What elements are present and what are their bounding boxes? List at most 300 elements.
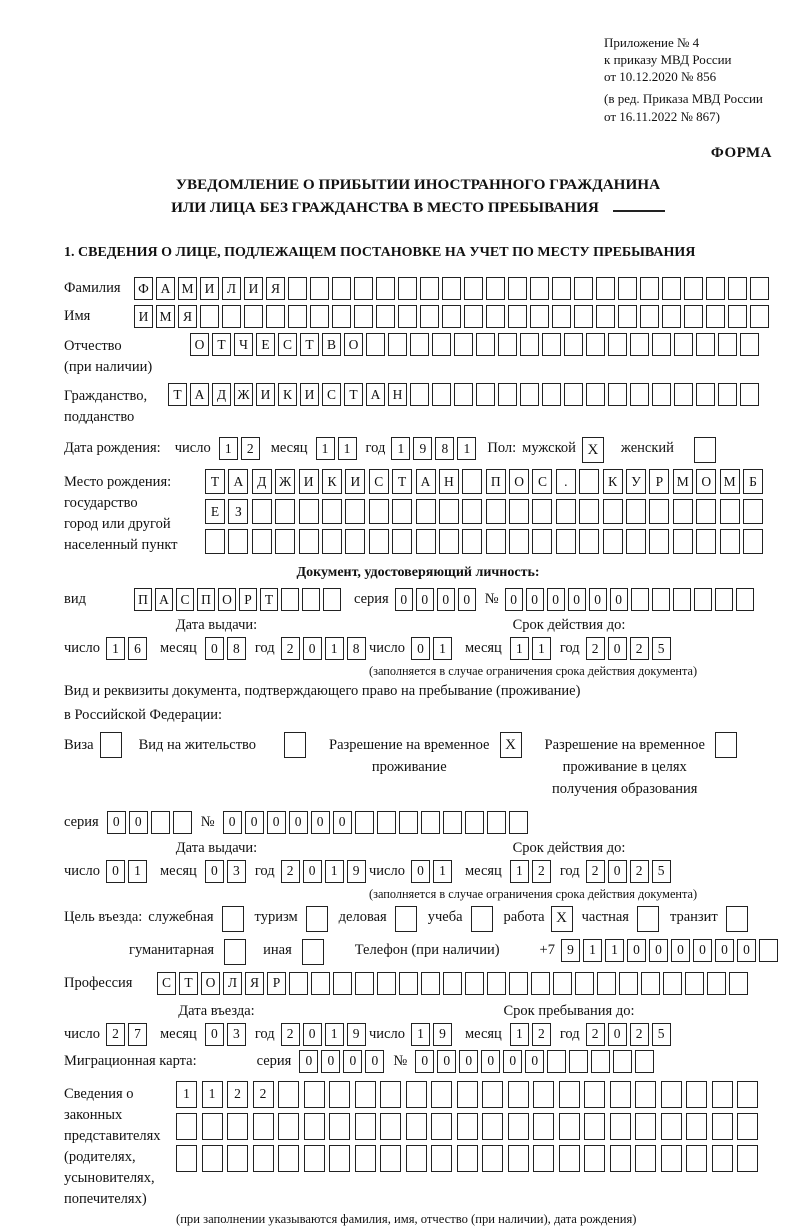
residence-number-cells[interactable] bbox=[223, 811, 531, 834]
birth-day-cells[interactable] bbox=[219, 437, 263, 460]
char-cell[interactable]: С bbox=[532, 469, 552, 494]
sex-male-checkbox[interactable]: X bbox=[582, 437, 604, 463]
char-cell[interactable] bbox=[289, 972, 308, 995]
char-cell[interactable] bbox=[662, 305, 681, 328]
identity-issue-year-cells[interactable] bbox=[281, 637, 369, 660]
char-cell[interactable] bbox=[684, 305, 703, 328]
char-cell[interactable] bbox=[635, 1081, 656, 1108]
char-cell[interactable]: Т bbox=[168, 383, 187, 406]
char-cell[interactable]: О bbox=[218, 588, 236, 611]
char-cell[interactable] bbox=[454, 383, 473, 406]
char-cell[interactable]: Т bbox=[212, 333, 231, 356]
char-cell[interactable] bbox=[591, 1050, 610, 1073]
char-cell[interactable]: А bbox=[190, 383, 209, 406]
char-cell[interactable] bbox=[443, 811, 462, 834]
char-cell[interactable]: 0 bbox=[589, 588, 607, 611]
char-cell[interactable]: Т bbox=[205, 469, 225, 494]
purpose-inaya-checkbox[interactable] bbox=[302, 939, 324, 965]
identity-doc-kind-cells[interactable] bbox=[134, 588, 344, 611]
char-cell[interactable]: Р bbox=[267, 972, 286, 995]
char-cell[interactable]: Е bbox=[205, 499, 225, 524]
char-cell[interactable] bbox=[533, 1081, 554, 1108]
char-cell[interactable] bbox=[482, 1145, 503, 1172]
char-cell[interactable] bbox=[630, 383, 649, 406]
char-cell[interactable] bbox=[508, 277, 527, 300]
sex-female-checkbox[interactable] bbox=[694, 437, 716, 463]
char-cell[interactable]: 8 bbox=[435, 437, 454, 460]
char-cell[interactable]: 1 bbox=[325, 637, 344, 660]
char-cell[interactable]: Н bbox=[439, 469, 459, 494]
char-cell[interactable]: К bbox=[322, 469, 342, 494]
char-cell[interactable] bbox=[603, 499, 623, 524]
residence-issue-year-cells[interactable] bbox=[281, 860, 369, 883]
char-cell[interactable]: 2 bbox=[532, 860, 551, 883]
char-cell[interactable] bbox=[728, 305, 747, 328]
birth-place-cells-row1[interactable] bbox=[205, 469, 766, 494]
char-cell[interactable]: И bbox=[345, 469, 365, 494]
char-cell[interactable]: Я bbox=[178, 305, 197, 328]
char-cell[interactable]: П bbox=[197, 588, 215, 611]
char-cell[interactable] bbox=[663, 972, 682, 995]
char-cell[interactable]: 0 bbox=[303, 860, 322, 883]
char-cell[interactable] bbox=[635, 1113, 656, 1140]
stay-day-cells[interactable] bbox=[411, 1023, 455, 1046]
char-cell[interactable] bbox=[737, 1113, 758, 1140]
char-cell[interactable]: К bbox=[603, 469, 623, 494]
char-cell[interactable]: 0 bbox=[608, 637, 627, 660]
char-cell[interactable] bbox=[288, 277, 307, 300]
char-cell[interactable] bbox=[482, 1081, 503, 1108]
char-cell[interactable] bbox=[332, 277, 351, 300]
char-cell[interactable] bbox=[509, 529, 529, 554]
surname-cells[interactable] bbox=[134, 277, 772, 300]
char-cell[interactable]: 0 bbox=[223, 811, 242, 834]
char-cell[interactable] bbox=[673, 588, 691, 611]
char-cell[interactable] bbox=[355, 1081, 376, 1108]
char-cell[interactable]: У bbox=[626, 469, 646, 494]
char-cell[interactable] bbox=[610, 1145, 631, 1172]
char-cell[interactable] bbox=[603, 529, 623, 554]
char-cell[interactable] bbox=[718, 383, 737, 406]
char-cell[interactable]: 2 bbox=[630, 860, 649, 883]
char-cell[interactable] bbox=[304, 1145, 325, 1172]
entry-year-cells[interactable] bbox=[281, 1023, 369, 1046]
char-cell[interactable]: А bbox=[366, 383, 385, 406]
char-cell[interactable]: 2 bbox=[253, 1081, 274, 1108]
char-cell[interactable]: С bbox=[278, 333, 297, 356]
citizenship-cells[interactable] bbox=[168, 383, 762, 406]
char-cell[interactable]: 9 bbox=[347, 1023, 366, 1046]
char-cell[interactable]: 7 bbox=[128, 1023, 147, 1046]
char-cell[interactable] bbox=[610, 1113, 631, 1140]
char-cell[interactable] bbox=[410, 383, 429, 406]
char-cell[interactable]: 0 bbox=[671, 939, 690, 962]
entry-month-cells[interactable] bbox=[205, 1023, 249, 1046]
char-cell[interactable] bbox=[486, 277, 505, 300]
char-cell[interactable] bbox=[222, 305, 241, 328]
char-cell[interactable] bbox=[712, 1145, 733, 1172]
char-cell[interactable] bbox=[696, 383, 715, 406]
char-cell[interactable]: 1 bbox=[316, 437, 335, 460]
phone-cells[interactable] bbox=[561, 939, 781, 962]
char-cell[interactable]: Я bbox=[266, 277, 285, 300]
char-cell[interactable] bbox=[718, 333, 737, 356]
char-cell[interactable]: 9 bbox=[413, 437, 432, 460]
char-cell[interactable] bbox=[380, 1145, 401, 1172]
representatives-cells-row2[interactable] bbox=[176, 1113, 763, 1140]
residence-valid-year-cells[interactable] bbox=[586, 860, 674, 883]
char-cell[interactable] bbox=[631, 588, 649, 611]
migration-series-cells[interactable] bbox=[299, 1050, 387, 1073]
char-cell[interactable] bbox=[686, 1145, 707, 1172]
char-cell[interactable]: Р bbox=[649, 469, 669, 494]
char-cell[interactable] bbox=[202, 1145, 223, 1172]
residence-issue-month-cells[interactable] bbox=[205, 860, 249, 883]
char-cell[interactable] bbox=[736, 588, 754, 611]
profession-cells[interactable] bbox=[157, 972, 751, 995]
char-cell[interactable] bbox=[228, 529, 248, 554]
char-cell[interactable] bbox=[323, 588, 341, 611]
char-cell[interactable] bbox=[509, 811, 528, 834]
char-cell[interactable]: 8 bbox=[227, 637, 246, 660]
char-cell[interactable] bbox=[553, 972, 572, 995]
char-cell[interactable]: 1 bbox=[338, 437, 357, 460]
migration-number-cells[interactable] bbox=[415, 1050, 657, 1073]
char-cell[interactable] bbox=[579, 529, 599, 554]
char-cell[interactable]: 2 bbox=[281, 637, 300, 660]
char-cell[interactable] bbox=[388, 333, 407, 356]
char-cell[interactable] bbox=[641, 972, 660, 995]
char-cell[interactable]: 0 bbox=[608, 860, 627, 883]
char-cell[interactable]: И bbox=[244, 277, 263, 300]
char-cell[interactable]: Т bbox=[300, 333, 319, 356]
char-cell[interactable] bbox=[275, 529, 295, 554]
char-cell[interactable] bbox=[498, 333, 517, 356]
char-cell[interactable]: 0 bbox=[437, 588, 455, 611]
char-cell[interactable]: 0 bbox=[481, 1050, 500, 1073]
char-cell[interactable] bbox=[720, 499, 740, 524]
char-cell[interactable] bbox=[281, 588, 299, 611]
char-cell[interactable] bbox=[457, 1145, 478, 1172]
char-cell[interactable]: 0 bbox=[608, 1023, 627, 1046]
char-cell[interactable] bbox=[355, 811, 374, 834]
char-cell[interactable] bbox=[626, 529, 646, 554]
char-cell[interactable]: 0 bbox=[505, 588, 523, 611]
char-cell[interactable]: И bbox=[299, 469, 319, 494]
char-cell[interactable] bbox=[355, 1113, 376, 1140]
char-cell[interactable] bbox=[619, 972, 638, 995]
char-cell[interactable]: 1 bbox=[510, 637, 529, 660]
char-cell[interactable]: 9 bbox=[347, 860, 366, 883]
char-cell[interactable] bbox=[482, 1113, 503, 1140]
purpose-chastnaya-checkbox[interactable] bbox=[637, 906, 659, 932]
char-cell[interactable]: М bbox=[673, 469, 693, 494]
char-cell[interactable] bbox=[288, 305, 307, 328]
char-cell[interactable] bbox=[329, 1113, 350, 1140]
residence-permit-checkbox[interactable] bbox=[284, 732, 306, 758]
char-cell[interactable]: И bbox=[300, 383, 319, 406]
char-cell[interactable] bbox=[649, 529, 669, 554]
char-cell[interactable]: 0 bbox=[303, 637, 322, 660]
char-cell[interactable]: О bbox=[344, 333, 363, 356]
char-cell[interactable] bbox=[579, 469, 599, 494]
char-cell[interactable]: 0 bbox=[610, 588, 628, 611]
char-cell[interactable] bbox=[333, 972, 352, 995]
char-cell[interactable] bbox=[626, 499, 646, 524]
purpose-rabota-checkbox[interactable]: X bbox=[551, 906, 573, 932]
char-cell[interactable]: 0 bbox=[503, 1050, 522, 1073]
char-cell[interactable] bbox=[322, 499, 342, 524]
char-cell[interactable] bbox=[432, 333, 451, 356]
char-cell[interactable]: 8 bbox=[347, 637, 366, 660]
char-cell[interactable] bbox=[630, 333, 649, 356]
char-cell[interactable] bbox=[462, 529, 482, 554]
char-cell[interactable] bbox=[406, 1081, 427, 1108]
char-cell[interactable] bbox=[728, 277, 747, 300]
stay-month-cells[interactable] bbox=[510, 1023, 554, 1046]
char-cell[interactable]: 1 bbox=[510, 1023, 529, 1046]
char-cell[interactable] bbox=[416, 499, 436, 524]
char-cell[interactable] bbox=[661, 1081, 682, 1108]
char-cell[interactable] bbox=[406, 1145, 427, 1172]
char-cell[interactable]: Д bbox=[252, 469, 272, 494]
char-cell[interactable] bbox=[508, 1081, 529, 1108]
char-cell[interactable] bbox=[486, 305, 505, 328]
char-cell[interactable] bbox=[520, 383, 539, 406]
char-cell[interactable] bbox=[498, 383, 517, 406]
char-cell[interactable]: 0 bbox=[267, 811, 286, 834]
char-cell[interactable]: Я bbox=[245, 972, 264, 995]
char-cell[interactable]: Б bbox=[743, 469, 763, 494]
char-cell[interactable] bbox=[597, 972, 616, 995]
char-cell[interactable] bbox=[532, 529, 552, 554]
entry-day-cells[interactable] bbox=[106, 1023, 150, 1046]
char-cell[interactable] bbox=[366, 333, 385, 356]
char-cell[interactable] bbox=[759, 939, 778, 962]
residence-valid-day-cells[interactable] bbox=[411, 860, 455, 883]
identity-doc-number-cells[interactable] bbox=[505, 588, 757, 611]
char-cell[interactable] bbox=[421, 972, 440, 995]
char-cell[interactable]: 1 bbox=[106, 637, 125, 660]
char-cell[interactable] bbox=[508, 305, 527, 328]
char-cell[interactable]: 0 bbox=[129, 811, 148, 834]
char-cell[interactable] bbox=[304, 1081, 325, 1108]
char-cell[interactable] bbox=[532, 499, 552, 524]
char-cell[interactable] bbox=[729, 972, 748, 995]
char-cell[interactable] bbox=[431, 1081, 452, 1108]
char-cell[interactable] bbox=[486, 529, 506, 554]
char-cell[interactable] bbox=[610, 1081, 631, 1108]
char-cell[interactable] bbox=[332, 305, 351, 328]
char-cell[interactable]: 0 bbox=[525, 1050, 544, 1073]
char-cell[interactable] bbox=[462, 469, 482, 494]
char-cell[interactable]: 0 bbox=[299, 1050, 318, 1073]
char-cell[interactable] bbox=[252, 499, 272, 524]
char-cell[interactable] bbox=[508, 1113, 529, 1140]
char-cell[interactable]: 0 bbox=[715, 939, 734, 962]
char-cell[interactable]: 0 bbox=[205, 637, 224, 660]
residence-series-cells[interactable] bbox=[107, 811, 195, 834]
birth-place-cells-row3[interactable] bbox=[205, 529, 766, 554]
char-cell[interactable] bbox=[694, 588, 712, 611]
char-cell[interactable]: 0 bbox=[289, 811, 308, 834]
char-cell[interactable] bbox=[376, 305, 395, 328]
char-cell[interactable]: О bbox=[696, 469, 716, 494]
identity-valid-month-cells[interactable] bbox=[510, 637, 554, 660]
char-cell[interactable]: 0 bbox=[411, 637, 430, 660]
char-cell[interactable]: О bbox=[190, 333, 209, 356]
char-cell[interactable] bbox=[586, 383, 605, 406]
purpose-gumanitarnaya-checkbox[interactable] bbox=[224, 939, 246, 965]
char-cell[interactable] bbox=[673, 499, 693, 524]
char-cell[interactable]: 1 bbox=[433, 637, 452, 660]
char-cell[interactable]: 5 bbox=[652, 1023, 671, 1046]
char-cell[interactable] bbox=[686, 1113, 707, 1140]
char-cell[interactable]: 1 bbox=[605, 939, 624, 962]
char-cell[interactable]: В bbox=[322, 333, 341, 356]
char-cell[interactable] bbox=[640, 305, 659, 328]
char-cell[interactable] bbox=[750, 277, 769, 300]
char-cell[interactable] bbox=[431, 1145, 452, 1172]
char-cell[interactable] bbox=[398, 305, 417, 328]
char-cell[interactable] bbox=[508, 1145, 529, 1172]
char-cell[interactable]: 2 bbox=[106, 1023, 125, 1046]
char-cell[interactable]: М bbox=[178, 277, 197, 300]
char-cell[interactable]: М bbox=[156, 305, 175, 328]
char-cell[interactable] bbox=[176, 1145, 197, 1172]
char-cell[interactable] bbox=[712, 1113, 733, 1140]
char-cell[interactable] bbox=[556, 499, 576, 524]
char-cell[interactable] bbox=[740, 383, 759, 406]
char-cell[interactable] bbox=[369, 529, 389, 554]
char-cell[interactable] bbox=[329, 1081, 350, 1108]
char-cell[interactable]: 0 bbox=[411, 860, 430, 883]
char-cell[interactable] bbox=[476, 333, 495, 356]
char-cell[interactable]: 0 bbox=[321, 1050, 340, 1073]
char-cell[interactable] bbox=[369, 499, 389, 524]
char-cell[interactable] bbox=[345, 499, 365, 524]
purpose-sluzhebnaya-checkbox[interactable] bbox=[222, 906, 244, 932]
char-cell[interactable] bbox=[486, 499, 506, 524]
char-cell[interactable]: 0 bbox=[245, 811, 264, 834]
char-cell[interactable]: 0 bbox=[395, 588, 413, 611]
char-cell[interactable] bbox=[244, 305, 263, 328]
purpose-delovaya-checkbox[interactable] bbox=[395, 906, 417, 932]
char-cell[interactable]: 1 bbox=[457, 437, 476, 460]
char-cell[interactable]: А bbox=[416, 469, 436, 494]
char-cell[interactable] bbox=[652, 333, 671, 356]
char-cell[interactable] bbox=[457, 1113, 478, 1140]
char-cell[interactable] bbox=[398, 277, 417, 300]
char-cell[interactable]: 0 bbox=[737, 939, 756, 962]
char-cell[interactable] bbox=[509, 499, 529, 524]
char-cell[interactable] bbox=[712, 1081, 733, 1108]
representatives-cells-row1[interactable] bbox=[176, 1081, 763, 1108]
char-cell[interactable] bbox=[586, 333, 605, 356]
char-cell[interactable] bbox=[465, 972, 484, 995]
char-cell[interactable] bbox=[392, 499, 412, 524]
purpose-tranzit-checkbox[interactable] bbox=[726, 906, 748, 932]
char-cell[interactable] bbox=[439, 529, 459, 554]
char-cell[interactable] bbox=[329, 1145, 350, 1172]
char-cell[interactable] bbox=[618, 277, 637, 300]
char-cell[interactable] bbox=[652, 588, 670, 611]
char-cell[interactable] bbox=[618, 305, 637, 328]
char-cell[interactable] bbox=[569, 1050, 588, 1073]
char-cell[interactable] bbox=[176, 1113, 197, 1140]
char-cell[interactable]: 1 bbox=[391, 437, 410, 460]
char-cell[interactable] bbox=[674, 383, 693, 406]
char-cell[interactable]: 2 bbox=[532, 1023, 551, 1046]
char-cell[interactable] bbox=[635, 1145, 656, 1172]
identity-issue-month-cells[interactable] bbox=[205, 637, 249, 660]
char-cell[interactable] bbox=[253, 1113, 274, 1140]
char-cell[interactable] bbox=[673, 529, 693, 554]
birth-place-cells-row2[interactable] bbox=[205, 499, 766, 524]
char-cell[interactable]: 2 bbox=[630, 1023, 649, 1046]
char-cell[interactable] bbox=[684, 277, 703, 300]
char-cell[interactable] bbox=[542, 333, 561, 356]
char-cell[interactable]: 2 bbox=[586, 1023, 605, 1046]
char-cell[interactable]: С bbox=[322, 383, 341, 406]
char-cell[interactable]: 9 bbox=[561, 939, 580, 962]
char-cell[interactable]: 2 bbox=[241, 437, 260, 460]
char-cell[interactable]: О bbox=[509, 469, 529, 494]
char-cell[interactable]: Ч bbox=[234, 333, 253, 356]
char-cell[interactable] bbox=[354, 305, 373, 328]
char-cell[interactable] bbox=[737, 1145, 758, 1172]
char-cell[interactable] bbox=[662, 277, 681, 300]
char-cell[interactable] bbox=[743, 529, 763, 554]
char-cell[interactable]: 9 bbox=[433, 1023, 452, 1046]
char-cell[interactable] bbox=[542, 383, 561, 406]
residence-valid-month-cells[interactable] bbox=[510, 860, 554, 883]
char-cell[interactable] bbox=[596, 305, 615, 328]
char-cell[interactable] bbox=[399, 972, 418, 995]
char-cell[interactable]: 1 bbox=[128, 860, 147, 883]
temp-permit-checkbox[interactable]: X bbox=[500, 732, 522, 758]
char-cell[interactable]: 0 bbox=[333, 811, 352, 834]
char-cell[interactable] bbox=[454, 333, 473, 356]
identity-valid-day-cells[interactable] bbox=[411, 637, 455, 660]
birth-month-cells[interactable] bbox=[316, 437, 360, 460]
char-cell[interactable] bbox=[253, 1145, 274, 1172]
char-cell[interactable] bbox=[559, 1145, 580, 1172]
char-cell[interactable] bbox=[559, 1081, 580, 1108]
char-cell[interactable] bbox=[584, 1081, 605, 1108]
char-cell[interactable]: 1 bbox=[411, 1023, 430, 1046]
char-cell[interactable]: Н bbox=[388, 383, 407, 406]
char-cell[interactable] bbox=[304, 1113, 325, 1140]
char-cell[interactable]: 0 bbox=[343, 1050, 362, 1073]
char-cell[interactable] bbox=[696, 529, 716, 554]
char-cell[interactable] bbox=[442, 277, 461, 300]
char-cell[interactable] bbox=[173, 811, 192, 834]
char-cell[interactable]: 2 bbox=[630, 637, 649, 660]
char-cell[interactable] bbox=[574, 305, 593, 328]
char-cell[interactable] bbox=[227, 1145, 248, 1172]
char-cell[interactable] bbox=[564, 333, 583, 356]
char-cell[interactable]: 0 bbox=[106, 860, 125, 883]
char-cell[interactable] bbox=[649, 499, 669, 524]
char-cell[interactable] bbox=[547, 1050, 566, 1073]
char-cell[interactable] bbox=[740, 333, 759, 356]
char-cell[interactable] bbox=[202, 1113, 223, 1140]
char-cell[interactable] bbox=[355, 1145, 376, 1172]
char-cell[interactable]: 0 bbox=[627, 939, 646, 962]
char-cell[interactable] bbox=[674, 333, 693, 356]
char-cell[interactable]: 6 bbox=[128, 637, 147, 660]
